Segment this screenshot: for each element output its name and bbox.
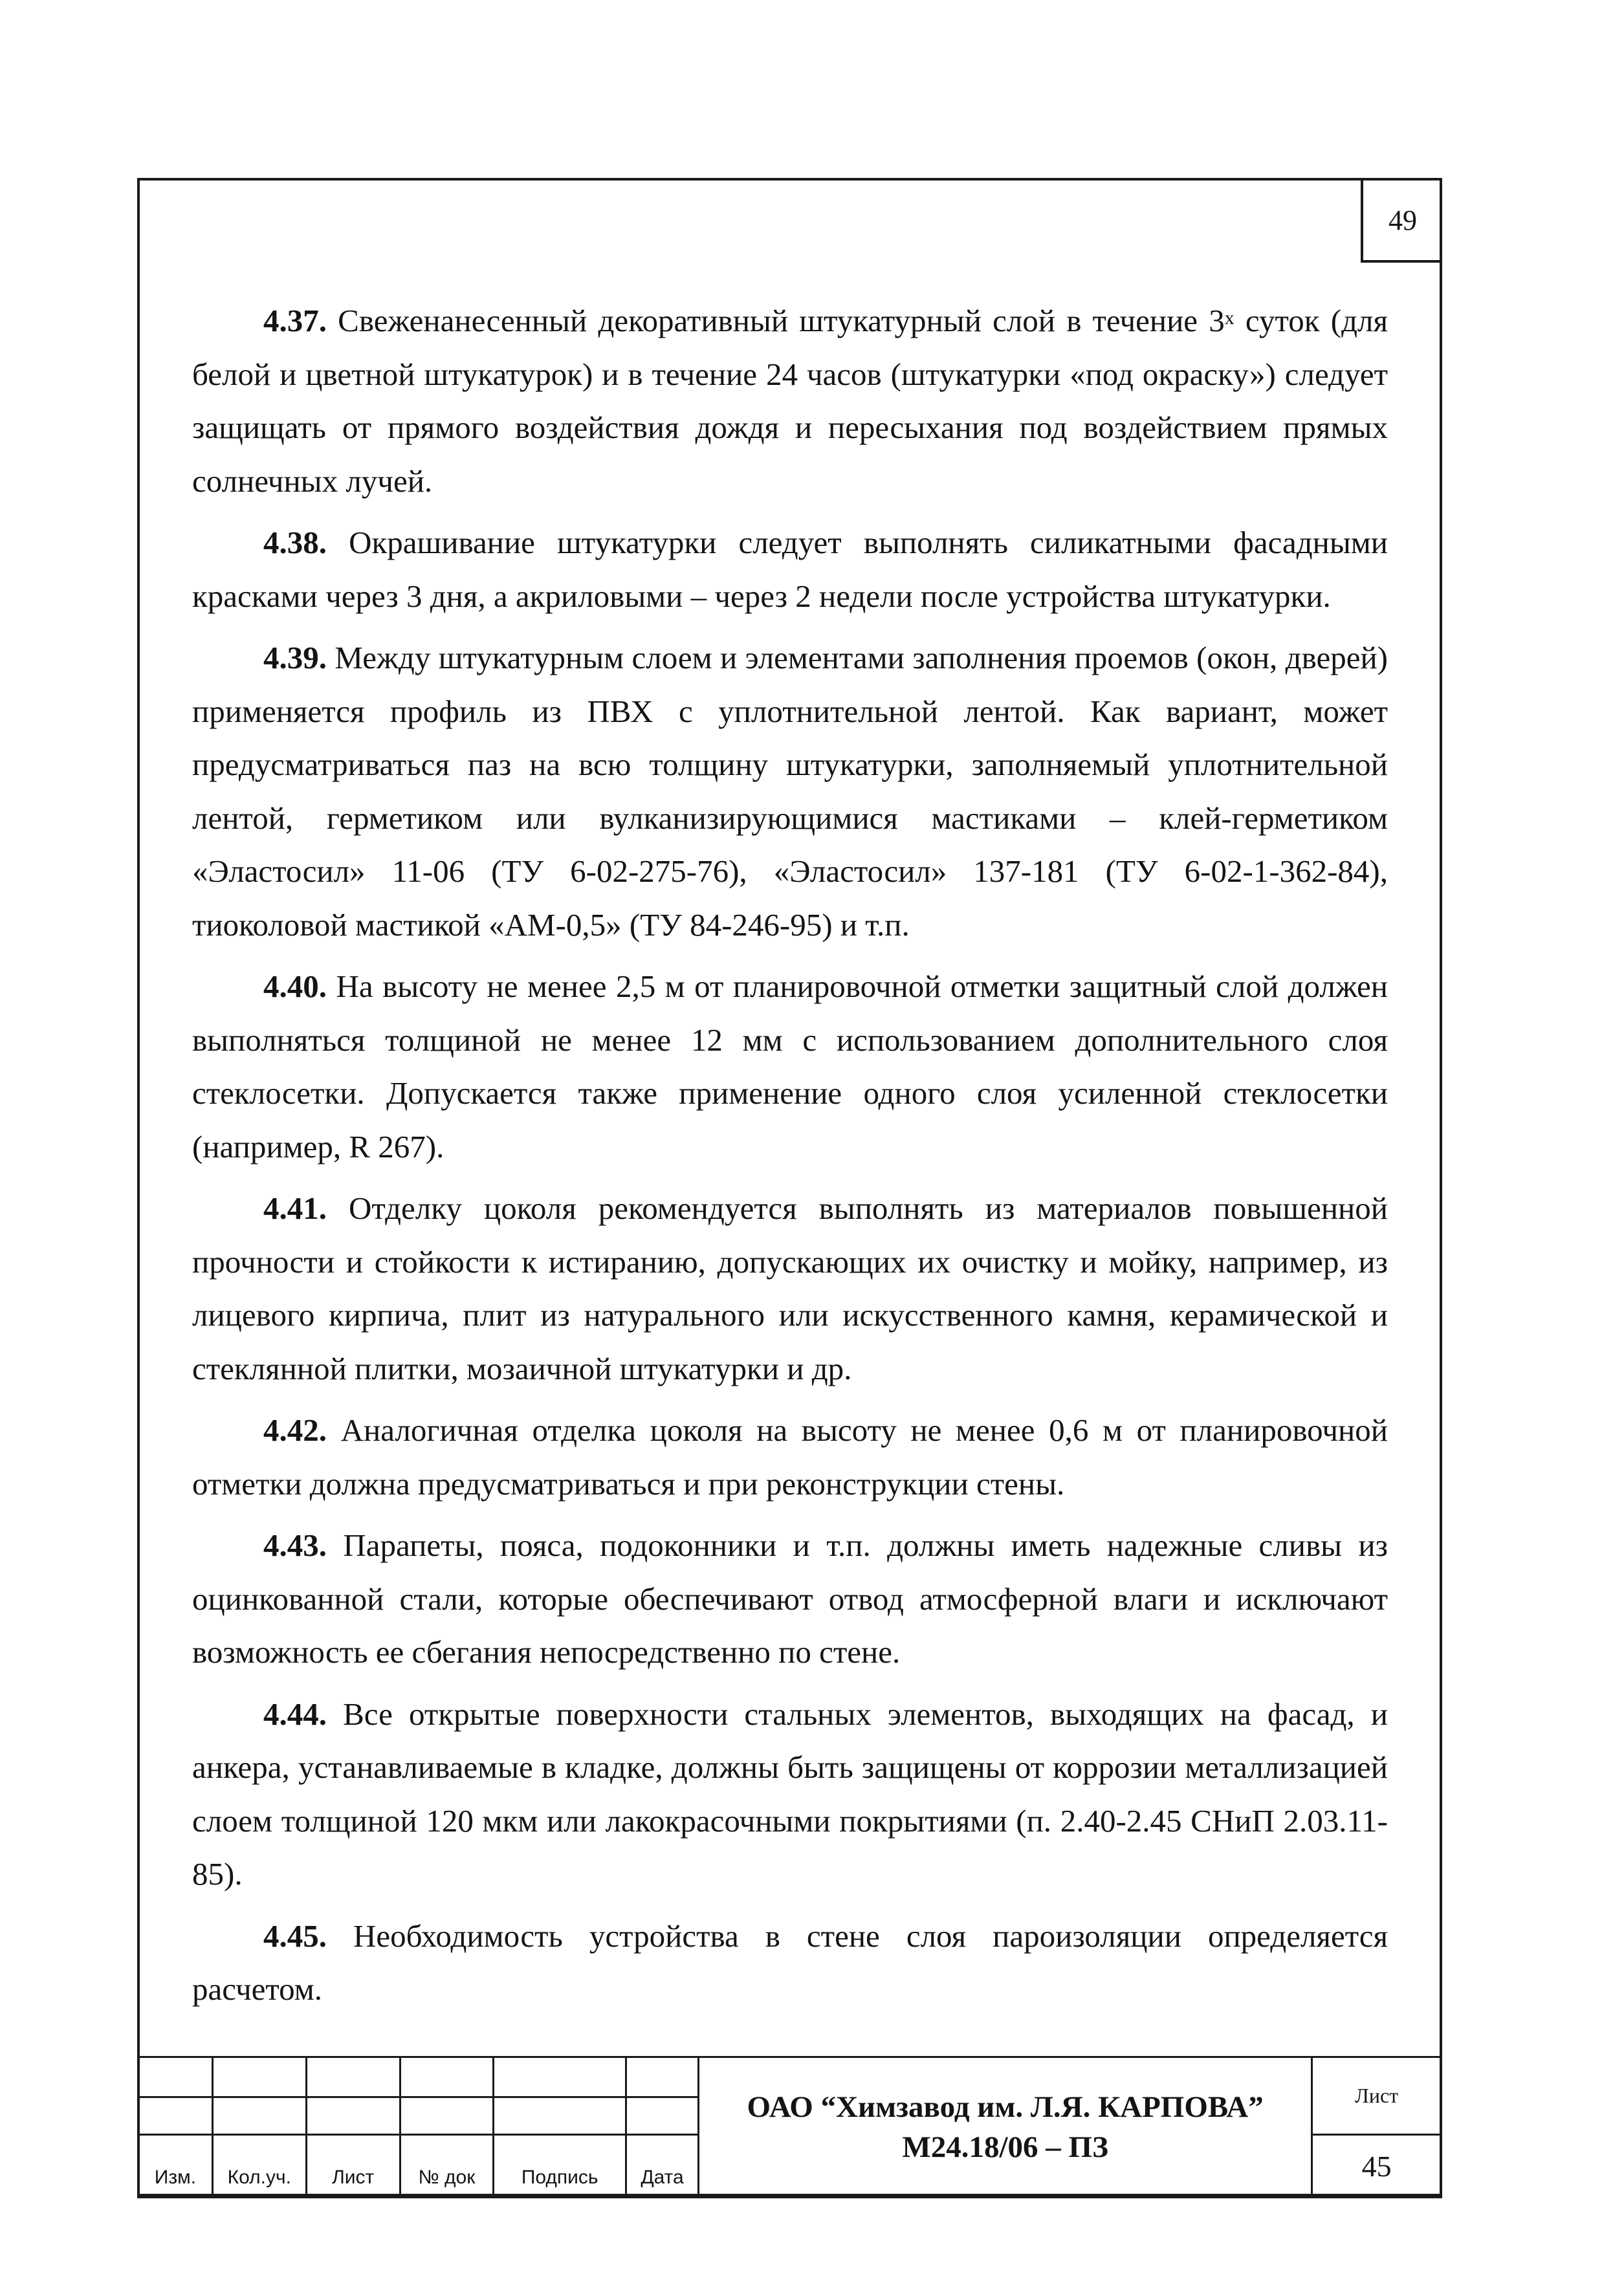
header-kol-uch: Кол.уч. [212, 2135, 306, 2198]
paragraph-4-44 [192, 1688, 1388, 1901]
paragraph-4-43 [192, 1519, 1388, 1679]
stamp-cell [494, 2097, 626, 2135]
stamp-title [698, 2057, 1311, 2198]
paragraph-number: 4.38. [263, 525, 327, 560]
paragraph-number: 4.45. [263, 1918, 327, 1954]
paragraph-4-40 [192, 960, 1388, 1174]
paragraph-number: 4.41. [263, 1190, 327, 1226]
paragraph-text: Парапеты, пояса, подоконники и т.п. должны иметь надежные сливы из оцинкованной стали, которые обеспечивают отвод атмосферной влаги и исключают возможность ее сбегания непосредственно по стене. [192, 1527, 1388, 1670]
header-izm: Изм. [138, 2135, 213, 2198]
header-list: Лист [306, 2135, 400, 2198]
sheet-label: Лист [1312, 2057, 1442, 2135]
paragraph-number: 4.44. [263, 1696, 327, 1732]
paragraph-number: 4.42. [263, 1412, 327, 1448]
stamp-cell [306, 2057, 400, 2097]
paragraph-text: суток (для белой и цветной штукатурок) и в течение 24 часов (штукатурки «под окраску») следует защищать от прямого воздействия дождя и пересыхания под воздействием прямых солнечных лучей. [192, 303, 1388, 499]
paragraph-text: Окрашивание штукатурки следует выполнять силикатными фасадными красками через 3 дня, а акриловыми – через 2 недели после устройства штукатурки. [192, 525, 1388, 614]
paragraph-number: 4.39. [263, 640, 327, 675]
paragraph-4-41 [192, 1182, 1388, 1395]
page-number: 49 [1361, 180, 1442, 263]
header-date: Дата [626, 2135, 699, 2198]
superscript: х [1224, 307, 1234, 329]
stamp-cell [138, 2057, 213, 2097]
paragraph-text: Между штукатурным слоем и элементами заполнения проемов (окон, дверей) применяется профиль из ПВХ с уплотнительной лентой. Как вариант, может предусматриваться паз на всю толщину штукатурки, заполняемый уплотнительной лентой, герметиком или вулканизирующимися мастиками – клей-герметиком «Эластосил» 11-06 (ТУ 6-02-275-76), «Эластосил» 137-181 (ТУ 6-02-1-362-84), тиоколовой мастикой «АМ-0,5» (ТУ 84-246-95) и т.п. [192, 640, 1388, 943]
paragraph-text: Необходимость устройства в стене слоя пароизоляции определяется расчетом. [192, 1918, 1388, 2007]
document-body [192, 294, 1388, 2025]
paragraph-text: Свеженанесенный декоративный штукатурный слой в течение 3 [327, 303, 1225, 338]
document-code: М24.18/06 – ПЗ [902, 2130, 1108, 2164]
title-block [137, 2056, 1442, 2196]
stamp-cell [400, 2097, 494, 2135]
paragraph-number: 4.37. [263, 303, 327, 338]
stamp-cell [626, 2057, 699, 2097]
paragraph-4-39 [192, 631, 1388, 952]
stamp-cell [138, 2097, 213, 2135]
stamp-cell [626, 2097, 699, 2135]
paragraph-text: Аналогичная отделка цоколя на высоту не менее 0,6 м от планировочной отметки должна предусматриваться и при реконструкции стены. [192, 1412, 1388, 1502]
paragraph-4-38 [192, 516, 1388, 623]
stamp-cell [212, 2097, 306, 2135]
title-block-table [137, 2056, 1442, 2198]
paragraph-number: 4.43. [263, 1527, 327, 1563]
header-signature: Подпись [494, 2135, 626, 2198]
paragraph-text: Все открытые поверхности стальных элементов, выходящих на фасад, и анкера, устанавливаемые в кладке, должны быть защищены от коррозии металлизацией слоем толщиной 120 мкм или лакокрасочными покрытиями (п. 2.40-2.45 СНиП 2.03.11-85). [192, 1696, 1388, 1892]
paragraph-text: На высоту не менее 2,5 м от планировочной отметки защитный слой должен выполняться толщиной не менее 12 мм с использованием дополнительного слоя стеклосетки. Допускается также применение одного слоя усиленной стеклосетки (например, R 267). [192, 968, 1388, 1164]
paragraph-4-42 [192, 1404, 1388, 1511]
sheet-number: 45 [1312, 2135, 1442, 2198]
organization-name: ОАО “Химзавод им. Л.Я. КАРПОВА” [747, 2090, 1264, 2124]
stamp-cell [494, 2057, 626, 2097]
paragraph-4-45 [192, 1910, 1388, 2017]
stamp-cell [212, 2057, 306, 2097]
paragraph-4-37 [192, 294, 1388, 508]
stamp-cell [306, 2097, 400, 2135]
stamp-cell [400, 2057, 494, 2097]
header-doc-num: № док [400, 2135, 494, 2198]
paragraph-number: 4.40. [263, 968, 327, 1004]
paragraph-text: Отделку цоколя рекомендуется выполнять из материалов повышенной прочности и стойкости к истиранию, допускающих их очистку и мойку, например, из лицевого кирпича, плит из натурального или искусственного камня, керамической и стеклянной плитки, мозаичной штукатурки и др. [192, 1190, 1388, 1386]
